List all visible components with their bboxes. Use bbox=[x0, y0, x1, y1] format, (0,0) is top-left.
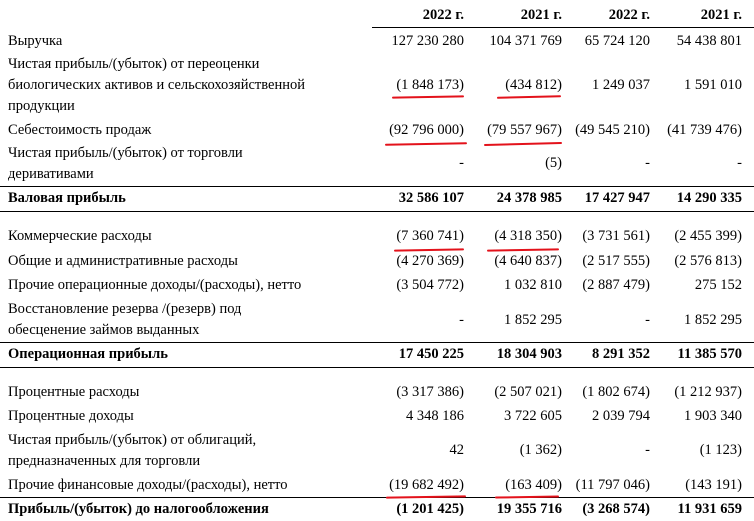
cell: 17 450 225 bbox=[398, 346, 464, 362]
cell: 104 371 769 bbox=[489, 33, 562, 49]
red-underline bbox=[484, 142, 562, 146]
cell: 127 230 280 bbox=[391, 33, 464, 49]
red-underline bbox=[495, 495, 559, 498]
row-label: Валовая прибыль bbox=[8, 190, 126, 206]
cell: (1 212 937) bbox=[674, 384, 742, 400]
cell: (5) bbox=[545, 155, 562, 171]
row-label: Чистая прибыль/(убыток) от переоценки bbox=[8, 56, 260, 72]
red-underline bbox=[392, 95, 464, 98]
cell: 24 378 985 bbox=[496, 190, 562, 206]
rule-before-gross-profit bbox=[0, 186, 754, 187]
row-label: Себестоимость продаж bbox=[8, 122, 152, 138]
cell: (3 268 574) bbox=[582, 501, 650, 517]
cell: 18 304 903 bbox=[496, 346, 562, 362]
cell: (434 812) bbox=[505, 77, 562, 93]
cell: (3 504 772) bbox=[396, 277, 464, 293]
cell: (4 318 350) bbox=[494, 228, 562, 244]
red-underline bbox=[386, 495, 466, 498]
cell: - bbox=[459, 312, 464, 328]
cell: (1 123) bbox=[699, 442, 742, 458]
cell: 275 152 bbox=[694, 277, 742, 293]
cell: (3 317 386) bbox=[396, 384, 464, 400]
cell: (2 576 813) bbox=[674, 253, 742, 269]
row-label: Общие и административные расходы bbox=[8, 253, 238, 269]
cell: (4 270 369) bbox=[396, 253, 464, 269]
cell: - bbox=[645, 155, 650, 171]
row-label: биологических активов и сельскохозяйственной bbox=[8, 77, 305, 93]
cell: 1 852 295 bbox=[684, 312, 742, 328]
cell: - bbox=[645, 442, 650, 458]
rule-before-pretax bbox=[0, 497, 754, 498]
row-label: Прочие операционные доходы/(расходы), нетто bbox=[8, 277, 302, 293]
row-label: предназначенных для торговли bbox=[8, 453, 201, 469]
cell: 32 586 107 bbox=[398, 190, 464, 206]
cell: (1 362) bbox=[519, 442, 562, 458]
cell: 2 039 794 bbox=[592, 408, 650, 424]
row-label: продукции bbox=[8, 98, 75, 114]
cell: 1 032 810 bbox=[504, 277, 562, 293]
header-rule bbox=[372, 27, 754, 28]
cell: (1 848 173) bbox=[396, 77, 464, 93]
row-label: Коммерческие расходы bbox=[8, 228, 152, 244]
cell: 17 427 947 bbox=[584, 190, 650, 206]
rule-before-operating-profit bbox=[0, 342, 754, 343]
cell: - bbox=[645, 312, 650, 328]
rule-after-gross-profit bbox=[0, 211, 754, 212]
cell: (7 360 741) bbox=[396, 228, 464, 244]
cell: 1 249 037 bbox=[592, 77, 650, 93]
cell: 8 291 352 bbox=[592, 346, 650, 362]
cell: 11 385 570 bbox=[677, 346, 742, 362]
red-underline bbox=[497, 95, 561, 99]
cell: 4 348 186 bbox=[406, 408, 464, 424]
cell: - bbox=[459, 155, 464, 171]
cell: (163 409) bbox=[505, 477, 562, 493]
cell: (1 802 674) bbox=[582, 384, 650, 400]
cell: 42 bbox=[449, 442, 464, 458]
cell: (143 191) bbox=[685, 477, 742, 493]
row-label: Чистая прибыль/(убыток) от облигаций, bbox=[8, 432, 257, 448]
col-header-2021-a: 2021 г. bbox=[520, 7, 562, 23]
cell: 1 903 340 bbox=[684, 408, 742, 424]
cell: (4 640 837) bbox=[494, 253, 562, 269]
red-underline bbox=[385, 142, 467, 145]
cell: 1 591 010 bbox=[684, 77, 742, 93]
cell: 3 722 605 bbox=[504, 408, 562, 424]
cell: 1 852 295 bbox=[504, 312, 562, 328]
cell: 14 290 335 bbox=[676, 190, 742, 206]
cell: (2 507 021) bbox=[494, 384, 562, 400]
col-header-2022-b: 2022 г. bbox=[608, 7, 650, 23]
cell: 11 931 659 bbox=[677, 501, 742, 517]
cell: (79 557 967) bbox=[487, 122, 562, 138]
cell: (11 797 046) bbox=[575, 477, 650, 493]
cell: (92 796 000) bbox=[389, 122, 464, 138]
row-label: Процентные расходы bbox=[8, 384, 140, 400]
cell: (2 455 399) bbox=[674, 228, 742, 244]
row-label: обесценение займов выданных bbox=[8, 322, 200, 338]
cell: (3 731 561) bbox=[582, 228, 650, 244]
row-label: Прочие финансовые доходы/(расходы), нетто bbox=[8, 477, 288, 493]
cell: (41 739 476) bbox=[667, 122, 742, 138]
row-label: Восстановление резерва /(резерв) под bbox=[8, 301, 242, 317]
rule-after-operating-profit bbox=[0, 367, 754, 368]
row-label: Прибыль/(убыток) до налогообложения bbox=[8, 501, 269, 517]
row-label: Процентные доходы bbox=[8, 408, 134, 424]
cell: (19 682 492) bbox=[389, 477, 464, 493]
cell: (2 887 479) bbox=[582, 277, 650, 293]
col-header-2022-a: 2022 г. bbox=[422, 7, 464, 23]
row-label: Выручка bbox=[8, 33, 63, 49]
row-label: Чистая прибыль/(убыток) от торговли bbox=[8, 145, 243, 161]
col-header-2021-b: 2021 г. bbox=[700, 7, 742, 23]
cell: - bbox=[737, 155, 742, 171]
cell: 54 438 801 bbox=[676, 33, 742, 49]
row-label: деривативами bbox=[8, 166, 94, 182]
row-label: Операционная прибыль bbox=[8, 346, 168, 362]
cell: (49 545 210) bbox=[575, 122, 650, 138]
cell: 65 724 120 bbox=[584, 33, 650, 49]
cell: (1 201 425) bbox=[396, 501, 464, 517]
cell: 19 355 716 bbox=[496, 501, 562, 517]
cell: (2 517 555) bbox=[582, 253, 650, 269]
